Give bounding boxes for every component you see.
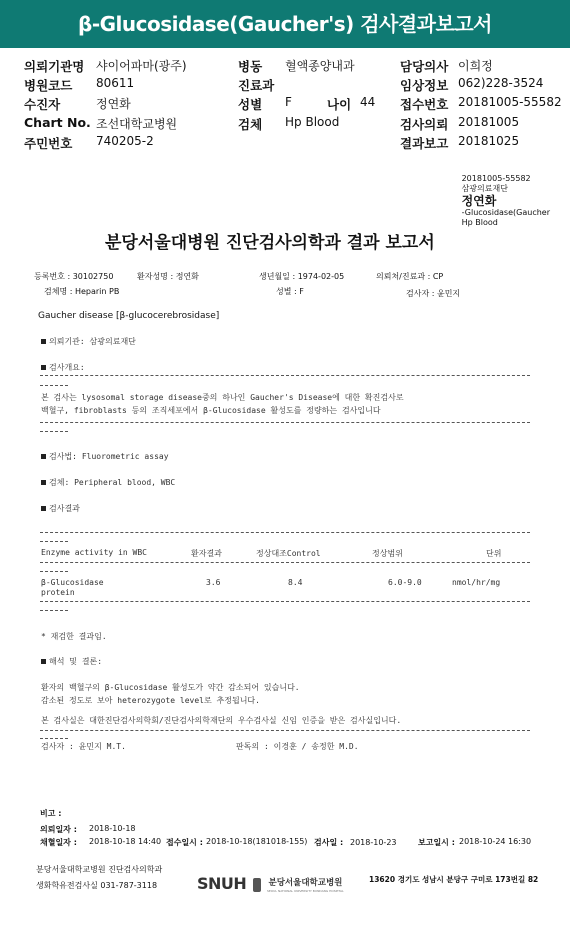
signer-reader: 판독의 : 이경훈 / 송정한 M.D. — [236, 742, 359, 751]
row-unit: nmol/hr/mg — [452, 578, 501, 587]
bullet-icon — [41, 339, 46, 344]
dashed-divider — [40, 532, 530, 533]
hospital-address: 13620 경기도 성남시 분당구 구미로 173번길 82 — [369, 875, 539, 884]
test-date-value: 2018-10-23 — [350, 838, 397, 847]
patient-name: 환자성명 : 정연화 — [137, 272, 199, 281]
hospital-code-value: 80611 — [96, 76, 135, 90]
col-control: 정상대조Control — [256, 549, 321, 558]
dashed-divider — [40, 730, 530, 731]
interp-line-2: 감소된 정도로 보아 heterozygote level로 추정됩니다. — [41, 696, 260, 705]
section-overview-text: 검사개요: — [49, 363, 85, 372]
recipient-value: 정연화 — [96, 97, 131, 111]
report-date-label: 보고일시 : — [418, 838, 455, 847]
doc-sex: 성별 : F — [276, 287, 304, 296]
clinical-label: 임상정보 — [400, 78, 449, 93]
receive-date-value: 2018-10-18(181018-155) — [206, 837, 308, 846]
disease-title: Gaucher disease [β-glucocerebrosidase] — [38, 311, 220, 321]
bullet-icon — [41, 480, 46, 485]
recheck-note: * 재검한 결과임. — [41, 632, 107, 641]
dashed-divider — [40, 571, 68, 572]
specimen-stamp — [462, 174, 550, 228]
institution-label: 의뢰기관명 — [24, 59, 85, 74]
bullet-icon — [41, 365, 46, 370]
collect-date-label: 채혈일자 : — [40, 838, 77, 847]
dashed-divider — [40, 385, 68, 386]
dept-label: 진료과 — [238, 78, 275, 93]
row-name-2: protein — [41, 588, 75, 597]
birth-date: 생년월일 : 1974-02-05 — [259, 272, 345, 281]
col-enzyme: Enzyme activity in WBC — [41, 548, 147, 557]
test-date-label: 검사일 : — [314, 838, 344, 847]
dashed-divider — [40, 422, 530, 423]
dashed-divider — [40, 738, 68, 739]
section-interp — [41, 656, 102, 667]
receipt-label: 접수번호 — [400, 97, 449, 112]
specimen-value: Hp Blood — [285, 115, 340, 129]
bullet-icon — [41, 659, 46, 664]
stamp-receipt: 20181005-55582 — [461, 174, 531, 183]
stamp-specimen: Hp Blood — [461, 218, 498, 227]
requester: 의뢰처/진료과 : CP — [376, 272, 444, 281]
chart-value: 조선대학교병원 — [96, 117, 178, 131]
row-name-1: β-Glucosidase — [41, 578, 104, 587]
chart-label: Chart No. — [24, 115, 91, 130]
receipt-value: 20181005-55582 — [458, 95, 562, 109]
dashed-divider — [40, 541, 68, 542]
receive-date-label: 접수일시 : — [166, 838, 203, 847]
recipient-label: 수진자 — [24, 97, 61, 112]
overview-line-1: 본 검사는 lysosomal storage disease중의 하나인 Gaucher's Disease에 대한 확진검사로 — [41, 393, 404, 402]
dashed-divider — [40, 601, 530, 602]
req-date-value: 2018-10-18 — [89, 824, 136, 833]
specimen-label: 검체 — [238, 117, 263, 132]
rrn-label: 주민번호 — [24, 136, 73, 151]
clinical-value: 062)228-3524 — [458, 76, 544, 90]
sex-value: F — [285, 95, 292, 109]
section-method-text: 검사법: Fluorometric assay — [49, 452, 169, 461]
section-interp-text: 해석 및 결론: — [49, 657, 103, 666]
collect-date-value: 2018-10-18 14:40 — [89, 837, 162, 846]
col-unit: 단위 — [486, 549, 502, 558]
reg-no: 등록번호 : 30102750 — [34, 272, 114, 281]
age-label: 나이 — [327, 97, 352, 112]
col-range: 정상범위 — [372, 549, 403, 558]
ward-label: 병동 — [238, 59, 263, 74]
section-method — [41, 451, 169, 462]
dashed-divider — [40, 375, 530, 376]
req-date-label: 의뢰일자 : — [40, 825, 77, 834]
footer-lab: 생화학유전검사실 031-787-3118 — [36, 881, 158, 890]
report-header — [0, 50, 570, 156]
age-value: 44 — [360, 95, 376, 109]
report-title: β-Glucosidase(Gaucher's) 검사결과보고서 — [0, 0, 570, 48]
logo-text: SNUH — [197, 874, 247, 893]
logo-mark-icon — [253, 878, 261, 892]
hospital-code-label: 병원코드 — [24, 78, 73, 93]
section-request-text: 의뢰기관: 삼광의료재단 — [49, 337, 136, 346]
report-value: 20181025 — [458, 134, 520, 148]
stamp-test: -Glucosidase(Gaucher — [461, 208, 550, 217]
col-patient: 환자결과 — [191, 549, 222, 558]
row-patient: 3.6 — [206, 578, 221, 587]
request-value: 20181005 — [458, 115, 520, 129]
doctor-label: 담당의사 — [400, 59, 449, 74]
signer-examiner: 검사자 : 윤민지 M.T. — [41, 742, 126, 751]
request-label: 검사의뢰 — [400, 117, 449, 132]
dashed-divider — [40, 562, 530, 563]
logo-sub: SEOUL NATIONAL UNIVERSITY BUNDANG HOSPITAL — [267, 889, 344, 893]
doctor-value: 이희정 — [458, 59, 493, 73]
report-date-value: 2018-10-24 16:30 — [459, 837, 532, 846]
section-specimen — [41, 477, 175, 488]
section-result — [41, 503, 80, 514]
row-range: 6.0-9.0 — [388, 578, 422, 587]
dashed-divider — [40, 431, 68, 432]
section-specimen-text: 검체: Peripheral blood, WBC — [49, 478, 176, 487]
scanned-report — [10, 170, 560, 900]
logo-name: 분당서울대학교병원 — [268, 878, 343, 888]
institution-value: 샤이어파마(광주) — [96, 59, 187, 73]
stamp-lab: 삼광의료재단 — [461, 184, 508, 193]
row-control: 8.4 — [288, 578, 303, 587]
test-name: 검체명 : Heparin PB — [44, 287, 120, 296]
footer-dept: 분당서울대학교병원 진단검사의학과 — [36, 865, 163, 874]
bullet-icon — [41, 506, 46, 511]
stamp-name: 정연화 — [461, 194, 497, 208]
interp-line-1: 환자의 백혈구의 β-Glucosidase 활성도가 약간 감소되어 있습니다. — [41, 683, 300, 692]
report-label: 결과보고 — [400, 136, 449, 151]
section-result-text: 검사결과 — [49, 504, 80, 513]
dashed-divider — [40, 610, 68, 611]
certification: 본 검사실은 대한진단검사의학회/진단검사의학재단의 우수검사실 신임 인증을 받은 검사실입니다. — [41, 716, 402, 725]
overview-line-2: 백혈구, fibroblasts 등의 조직세포에서 β-Glucosidase 활성도를 정량하는 검사입니다 — [41, 406, 381, 415]
rrn-value: 740205-2 — [96, 134, 154, 148]
examiner: 검사자 : 윤민지 — [406, 289, 461, 298]
bullet-icon — [41, 454, 46, 459]
hospital-logo — [197, 874, 342, 893]
doc-heading: 분당서울대병원 진단검사의학과 결과 보고서 — [105, 233, 435, 253]
section-overview — [41, 362, 85, 373]
remark: 비고 : — [40, 809, 62, 818]
sex-label: 성별 — [238, 97, 263, 112]
section-request — [41, 336, 136, 347]
ward-value: 혈액종양내과 — [285, 59, 355, 73]
